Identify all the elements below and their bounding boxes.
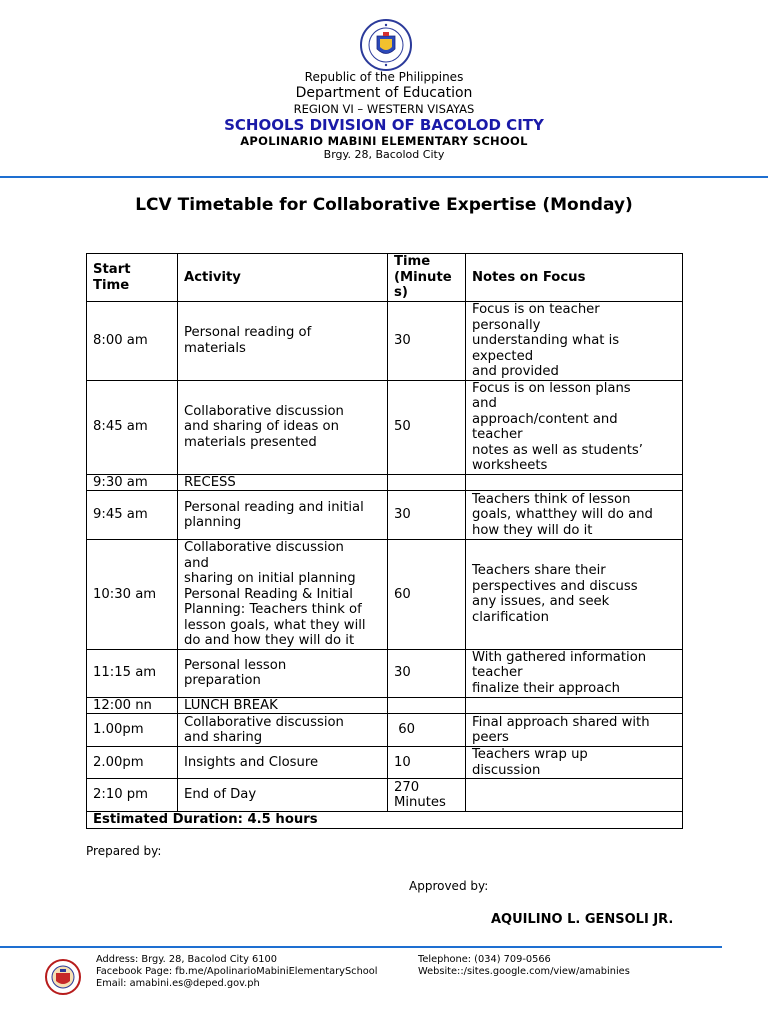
header-minutes: Time (Minute s) [388, 254, 466, 302]
cell-minutes [388, 474, 466, 491]
table-row [87, 714, 683, 747]
cell-activity: Collaborative discussion and sharing [178, 714, 388, 747]
header-divider [0, 176, 768, 178]
table-header-row [87, 254, 683, 302]
cell-minutes: 30 [388, 649, 466, 697]
cell-minutes: 60 [388, 540, 466, 650]
cell-start-time: 8:45 am [87, 380, 178, 474]
approved-by-label: Approved by: [409, 879, 489, 893]
timetable [86, 253, 683, 829]
table-row [87, 779, 683, 812]
department-line: Department of Education [295, 85, 473, 101]
cell-notes [466, 779, 683, 812]
footer-facebook: Facebook Page: fb.me/ApolinarioMabiniElementarySchool [96, 966, 378, 977]
footer-website: Website::/sites.google.com/view/amabinies [418, 966, 630, 977]
document-title: LCV Timetable for Collaborative Expertise (Monday) [135, 195, 633, 215]
cell-activity: Collaborative discussion and sharing of ideas on materials presented [178, 380, 388, 474]
cell-activity: LUNCH BREAK [178, 697, 388, 714]
table-row [87, 540, 683, 650]
estimated-duration: Estimated Duration: 4.5 hours [87, 812, 683, 829]
footer-email: Email: amabini.es@deped.gov.ph [96, 978, 260, 989]
republic-line: Republic of the Philippines [304, 70, 464, 84]
table-row [87, 747, 683, 779]
cell-activity: Collaborative discussion and sharing on initial planning Personal Reading & Initial Planning: Teachers think of lesson goals, what they will do and how they will do it [178, 540, 388, 650]
cell-notes: Final approach shared with peers [466, 714, 683, 747]
cell-minutes: 60 [388, 714, 466, 747]
cell-activity: Personal reading of materials [178, 302, 388, 381]
cell-start-time: 9:45 am [87, 491, 178, 540]
table-footer-row [87, 812, 683, 829]
cell-notes [466, 697, 683, 714]
cell-notes: Focus is on lesson plans and approach/content and teacher notes as well as students’ worksheets [466, 380, 683, 474]
cell-notes: Teachers wrap up discussion [466, 747, 683, 779]
table-row [87, 302, 683, 381]
cell-start-time: 12:00 nn [87, 697, 178, 714]
cell-notes: Focus is on teacher personally understanding what is expected and provided [466, 302, 683, 381]
cell-minutes: 270 Minutes [388, 779, 466, 812]
cell-activity: Personal reading and initial planning [178, 491, 388, 540]
cell-notes: Teachers think of lesson goals, whatthey will do and how they will do it [466, 491, 683, 540]
cell-start-time: 10:30 am [87, 540, 178, 650]
school-address: Brgy. 28, Bacolod City [323, 148, 445, 161]
footer-telephone: Telephone: (034) 709-0566 [418, 954, 551, 965]
header-notes: Notes on Focus [466, 254, 683, 302]
header-start-time: Start Time [87, 254, 178, 302]
cell-notes: With gathered information teacher finalize their approach [466, 649, 683, 697]
deped-seal-logo [348, 18, 424, 72]
footer-address: Address: Brgy. 28, Bacolod City 6100 [96, 954, 277, 965]
region-line: REGION VI – WESTERN VISAYAS [293, 102, 475, 116]
cell-notes: Teachers share their perspectives and discuss any issues, and seek clarification [466, 540, 683, 650]
header-activity: Activity [178, 254, 388, 302]
table-row [87, 697, 683, 714]
cell-minutes: 50 [388, 380, 466, 474]
cell-start-time: 11:15 am [87, 649, 178, 697]
school-name: APOLINARIO MABINI ELEMENTARY SCHOOL [240, 134, 528, 148]
cell-start-time: 1.00pm [87, 714, 178, 747]
table-row [87, 649, 683, 697]
cell-start-time: 9:30 am [87, 474, 178, 491]
cell-activity: Insights and Closure [178, 747, 388, 779]
cell-activity: Personal lesson preparation [178, 649, 388, 697]
cell-minutes: 30 [388, 491, 466, 540]
division-line: SCHOOLS DIVISION OF BACOLOD CITY [224, 116, 544, 134]
approver-name: AQUILINO L. GENSOLI JR. [491, 912, 674, 927]
footer-divider [0, 946, 722, 948]
cell-start-time: 8:00 am [87, 302, 178, 381]
table-row [87, 380, 683, 474]
cell-notes [466, 474, 683, 491]
cell-start-time: 2.00pm [87, 747, 178, 779]
cell-minutes: 30 [388, 302, 466, 381]
cell-activity: RECESS [178, 474, 388, 491]
prepared-by-label: Prepared by: [86, 844, 162, 858]
table-row [87, 474, 683, 491]
table-row [87, 491, 683, 540]
cell-minutes [388, 697, 466, 714]
school-logo [42, 958, 84, 996]
cell-activity: End of Day [178, 779, 388, 812]
cell-start-time: 2:10 pm [87, 779, 178, 812]
cell-minutes: 10 [388, 747, 466, 779]
